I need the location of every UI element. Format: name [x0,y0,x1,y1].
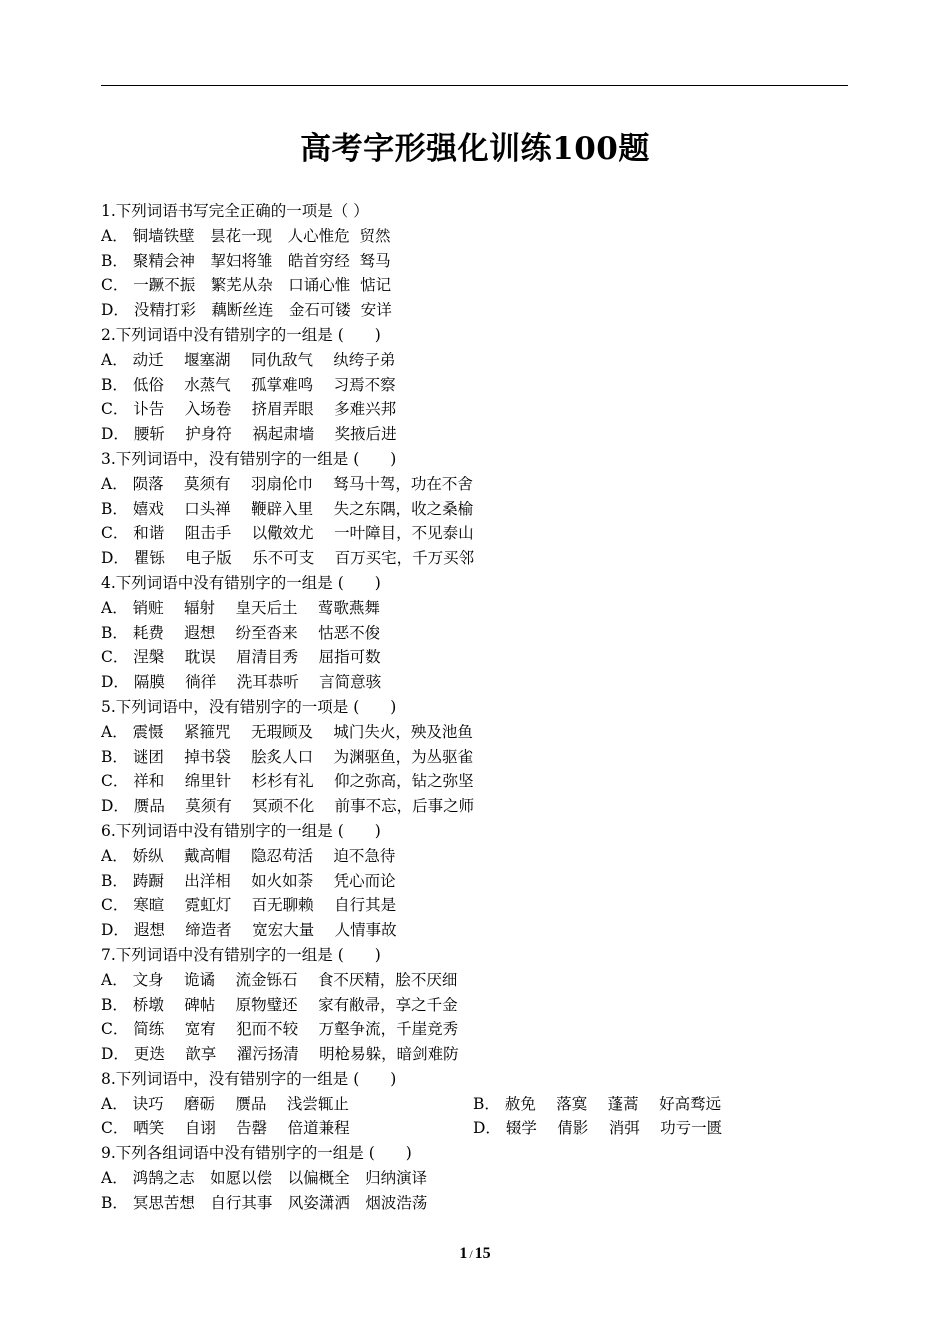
document-title: 高考字形强化训练100题 [300,131,650,167]
question-stem: 6.下列词语中没有错别字的一组是 ( ) [101,821,381,840]
question-option: C． 简练 宽宥 犯而不较 万壑争流，千崖竞秀 [101,1020,459,1039]
question-option: B． 谜团 掉书袋 脍炙人口 为渊驱鱼，为丛驱雀 [101,747,474,766]
page-number [0,1243,950,1265]
question-list [101,199,861,1216]
question-option: C． 寒暄 霓虹灯 百无聊赖 自行其是 [101,896,397,915]
question-stem: 8.下列词语中，没有错别字的一组是 ( ) [101,1069,397,1088]
question-option: B． 赦免 落寞 蓬蒿 好高骛远 [473,1094,722,1113]
question-stem: 5.下列词语中，没有错别字的一项是 ( ) [101,697,397,716]
question-option: B． 低俗 水蒸气 孤掌难鸣 习焉不察 [101,375,396,394]
question-option: B． 耗费 遐想 纷至沓来 怙恶不俊 [101,623,381,642]
question-option: A． 震慑 紧箍咒 无瑕顾及 城门失火，殃及池鱼 [101,722,473,741]
question-option: D． 赝品 莫须有 冥顽不化 前事不忘，后事之师 [101,797,475,816]
question-option: B． 聚精会神 挈妇将雏 皓首穷经 驽马 [101,251,391,270]
question-option: A． 陨落 莫须有 羽扇伦巾 驽马十驾，功在不舍 [101,474,473,493]
question-option: C． 哂笑 自诩 告罄 倍道兼程 [101,1119,350,1138]
question-option: D． 更迭 歆享 濯污扬清 明枪易躲，暗剑难防 [101,1045,459,1064]
question-stem: 1.下列词语书写完全正确的一项是（ ） [101,202,369,220]
question-stem: 3.下列词语中，没有错别字的一组是 ( ) [101,449,397,468]
question-option: C． 祥和 绵里针 杉杉有礼 仰之弥高，钻之弥坚 [101,772,474,791]
question-option: A． 动迁 堰塞湖 同仇敌气 纨绔子弟 [101,350,396,369]
question-stem: 2.下列词语中没有错别字的一组是 ( ) [101,325,381,344]
question-option: B． 桥墩 碑帖 原物璧还 家有敝帚，享之千金 [101,995,458,1014]
question-option: D． 遐想 缔造者 宽宏大量 人情事故 [101,921,397,940]
question-option: A． 鸿鹄之志 如愿以偿 以偏概全 归纳演译 [101,1169,428,1188]
question-option: D． 辍学 倩影 消弭 功亏一匮 [473,1119,723,1138]
question-stem: 9.下列各组词语中没有错别字的一组是 ( ) [101,1144,412,1163]
current-page: 1 [459,1245,468,1262]
question-option: D． 腰斩 护身符 祸起肃墙 奖掖后进 [101,425,397,444]
question-option: C． 涅槃 耽误 眉清目秀 屈指可数 [101,648,381,667]
question-option: C． 和谐 阻击手 以儆效尤 一叶障目，不见泰山 [101,524,474,543]
page-separator: / [469,1247,473,1261]
option-row [101,1092,861,1117]
question-stem: 7.下列词语中没有错别字的一组是 ( ) [101,945,381,964]
question-option: B． 冥思苦想 自行其事 风姿潇洒 烟波浩荡 [101,1193,428,1212]
header-rule [101,85,848,86]
question-option: D． 没精打彩 藕断丝连 金石可镂 安详 [101,301,392,320]
question-option: A． 文身 诡谲 流金铄石 食不厌精，脍不厌细 [101,970,458,989]
question-option: B． 嬉戏 口头禅 鞭辟入里 失之东隅，收之桑榆 [101,499,474,518]
question-option: A． 铜墙铁壁 昙花一现 人心惟危 贸然 [101,226,391,245]
question-stem: 4.下列词语中没有错别字的一组是 ( ) [101,573,381,592]
question-option: A． 娇纵 戴高帽 隐忍苟活 迫不急待 [101,846,396,865]
question-option: C． 一蹶不振 繁芜从杂 口诵心惟 惦记 [101,276,392,295]
question-option: D． 瞿铄 电子版 乐不可支 百万买宅，千万买邻 [101,549,475,568]
question-option: D． 隔膜 徜徉 洗耳恭听 言简意骇 [101,673,382,692]
question-option: B． 踌蹰 出洋相 如火如荼 凭心而论 [101,871,396,890]
question-option: A． 诀巧 磨砺 赝品 浅尝辄止 [101,1094,349,1113]
question-option: C． 讣告 入场卷 挤眉弄眼 多难兴邦 [101,400,397,419]
total-pages: 15 [474,1245,491,1262]
option-row [101,1116,861,1141]
question-option: A． 销赃 辐射 皇天后土 莺歌燕舞 [101,598,380,617]
